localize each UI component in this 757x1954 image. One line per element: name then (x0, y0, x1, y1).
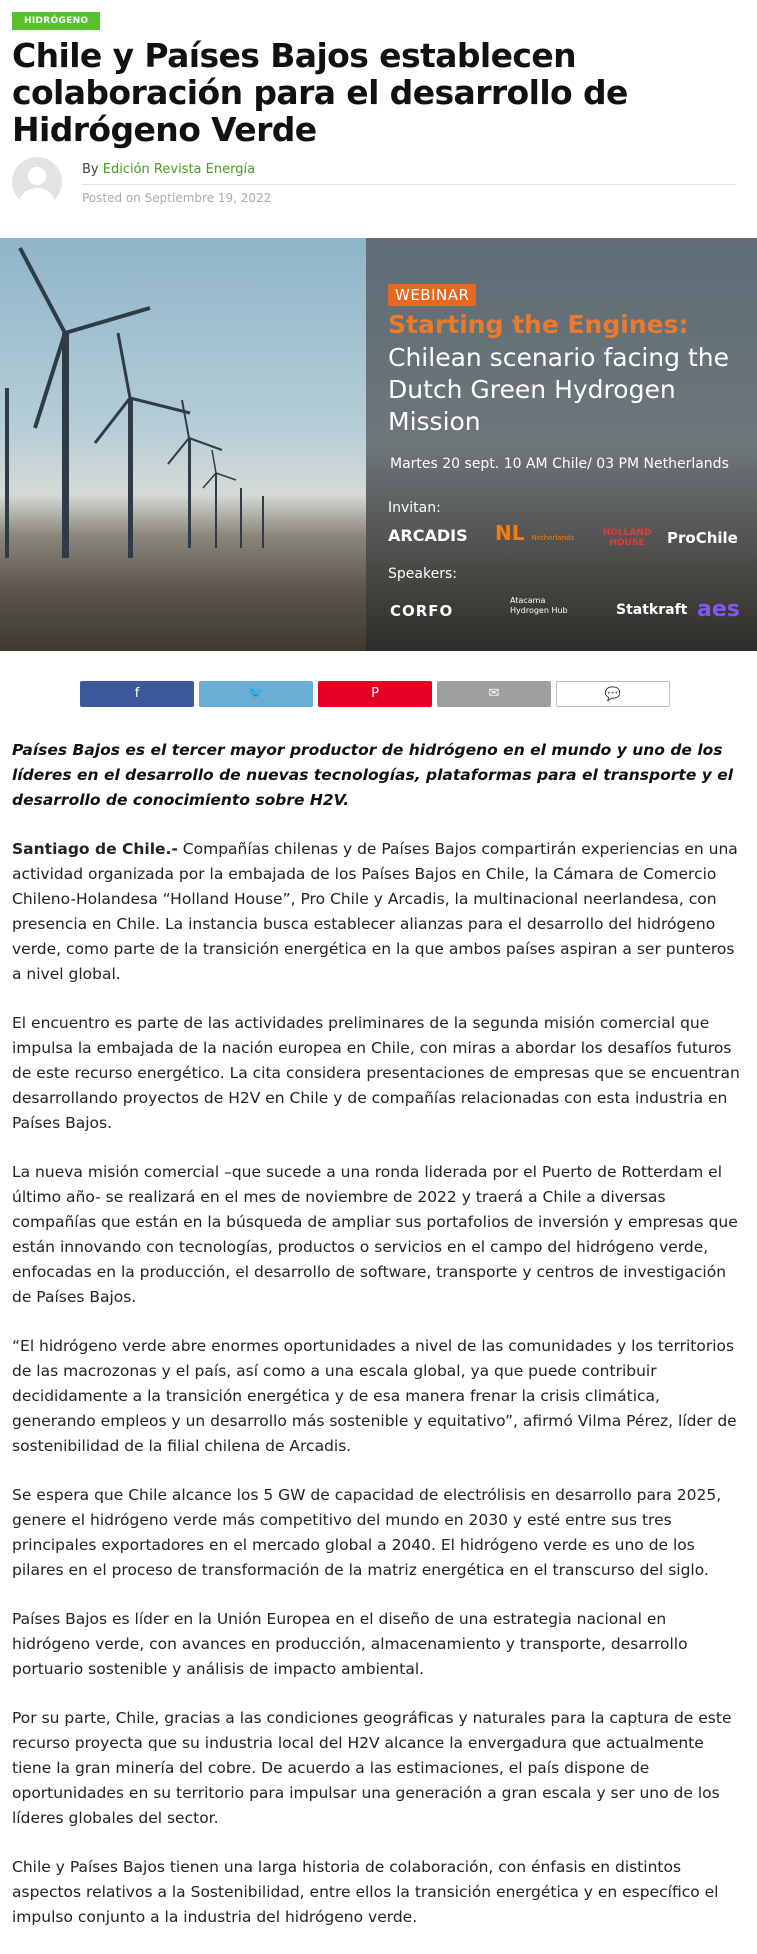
aes-logo: aes (697, 597, 740, 622)
article-paragraph: La nueva misión comercial –que sucede a una ronda liderada por el Puerto de Rotterdam el último año- se realizará en el mes de noviembre de 2022 y traerá a Chile a diversas compañías que están en la búsqueda de ampliar sus portafolios de inversión y empresas que están innovando con tecnologías, productos o servicios en el campo del hidrógeno verde, enfocadas en la producción, el desarrollo de software, transporte y centros de investigación de Países Bajos. (12, 1163, 738, 1306)
email-share-button[interactable] (437, 681, 551, 707)
twitter-icon: 🐦 (247, 686, 265, 701)
share-buttons (80, 681, 670, 707)
facebook-share-button[interactable] (80, 681, 194, 707)
paragraph-text: Compañías chilenas y de Países Bajos compartirán experiencias en una actividad organizada por la embajada de los Países Bajos en Chile, la Cámara de Comercio Chileno-Holandesa “Holland House”, Pro Chile y Arcadis, la multinacional neerlandesa, con presencia en Chile. La instancia busca establecer alianzas para el desarrollo del hidrógeno verde, como parte de la transición energética en la que ambos países aspiran a ser punteros a nivel global. (12, 840, 738, 983)
byline (82, 162, 255, 177)
byline-prefix: By (82, 162, 99, 177)
wind-turbine-icon (0, 238, 366, 651)
prochile-logo: ProChile (667, 529, 738, 547)
webinar-date: Martes 20 sept. 10 AM Chile/ 03 PM Netherlands (390, 456, 729, 472)
wind-turbines-photo (0, 238, 366, 651)
nl-logo-mark: NL (495, 521, 525, 545)
statkraft-logo: Statkraft (616, 602, 688, 618)
pinterest-share-button[interactable] (318, 681, 432, 707)
email-icon: ✉ (488, 686, 500, 701)
holland-house-logo: HOLLAND HOUSE (602, 528, 652, 548)
article-lead: Países Bajos es el tercer mayor productor de hidrógeno en el mundo y uno de los líderes en el desarrollo de nuevas tecnologías, plataformas para el transporte y el desarrollo de conocimiento sobre H2V. (12, 741, 734, 809)
article-paragraph: Países Bajos es líder en la Unión Europea en el diseño de una estrategia nacional en hidrógeno verde, con avances en producción, almacenamiento y transporte, desarrollo portuario sostenible y análisis de impacto ambiental. (12, 1610, 688, 1678)
article-title: Chile y Países Bajos establecen colaboración para el desarrollo de Hidrógeno Verde (12, 36, 628, 149)
author-avatar (12, 157, 62, 207)
article-paragraph: Por su parte, Chile, gracias a las condiciones geográficas y naturales para la captura de este recurso proyecta que su industria local del H2V alcance la envergadura que actualmente tiene la gran minería del cobre. De acuerdo a las estimaciones, el país dispone de oportunidades en su territorio para impulsar una generación a gran escala y ser uno de los líderes globales del sector. (12, 1709, 732, 1827)
article-paragraph: El encuentro es parte de las actividades preliminares de la segunda misión comercial que impulsa la embajada de la nación europea en Chile, con miras a abordar los desafíos futuros de este recurso energético. La cita considera presentaciones de empresas que se encuentran desarrollando proyectos de H2V en Chile y de compañías relacionadas con esta industria en Países Bajos. (12, 1014, 740, 1132)
article-body (12, 738, 742, 1954)
post-date: Posted on Septiembre 19, 2022 (82, 191, 272, 205)
webinar-tag: WEBINAR (388, 284, 476, 306)
pinterest-icon: P (371, 686, 379, 701)
comment-button[interactable] (556, 681, 670, 707)
corfo-logo: CORFO (390, 602, 454, 620)
category-badge[interactable]: HIDRÓGENO (12, 12, 100, 30)
webinar-title-highlight: Starting the Engines: (388, 310, 689, 339)
invitan-label: Invitan: (388, 500, 441, 516)
author-link[interactable]: Edición Revista Energía (102, 162, 256, 177)
twitter-share-button[interactable] (199, 681, 313, 707)
atacama-hydrogen-hub-logo: Atacama Hydrogen Hub (510, 596, 568, 615)
webinar-title: Chilean scenario facing the Dutch Green Hydrogen Mission (388, 343, 729, 436)
dateline: Santiago de Chile.- (12, 840, 178, 858)
arcadis-logo: ARCADIS (388, 526, 468, 545)
comment-icon: 💬 (604, 687, 622, 702)
article-paragraph: Chile y Países Bajos tienen una larga historia de colaboración, con énfasis en distintos aspectos relativos a la Sostenibilidad, entre ellos la transición energética y en específico el impulso conjunto a la industria del hidrógeno verde. (12, 1858, 719, 1926)
nl-logo-sub: Netherlands (531, 534, 575, 542)
article-paragraph: “El hidrógeno verde abre enormes oportunidades a nivel de las comunidades y los territorios de las macrozonas y el país, así como a una escala global, ya que puede contribuir decididamente a la transición energética y de esa manera frenar la crisis climática, generando empleos y un desarrollo más sostenible y equitativo”, afirmó Vilma Pérez, líder de sostenibilidad de la filial chilena de Arcadis. (12, 1337, 737, 1455)
hero-image (0, 238, 757, 651)
article-paragraph: Se espera que Chile alcance los 5 GW de capacidad de electrólisis en desarrollo para 2025, genere el hidrógeno verde más competitivo del mundo en 2030 y esté entre sus tres principales exportadores en el mercado global a 2040. El hidrógeno verde es uno de los pilares en el proceso de transformación de la matriz energética en el transcurso del siglo. (12, 1486, 722, 1579)
speakers-label: Speakers: (388, 566, 457, 582)
byline-divider (82, 184, 736, 185)
article-paragraph (12, 837, 742, 987)
nl-logo (495, 521, 574, 545)
facebook-icon: f (134, 686, 140, 701)
